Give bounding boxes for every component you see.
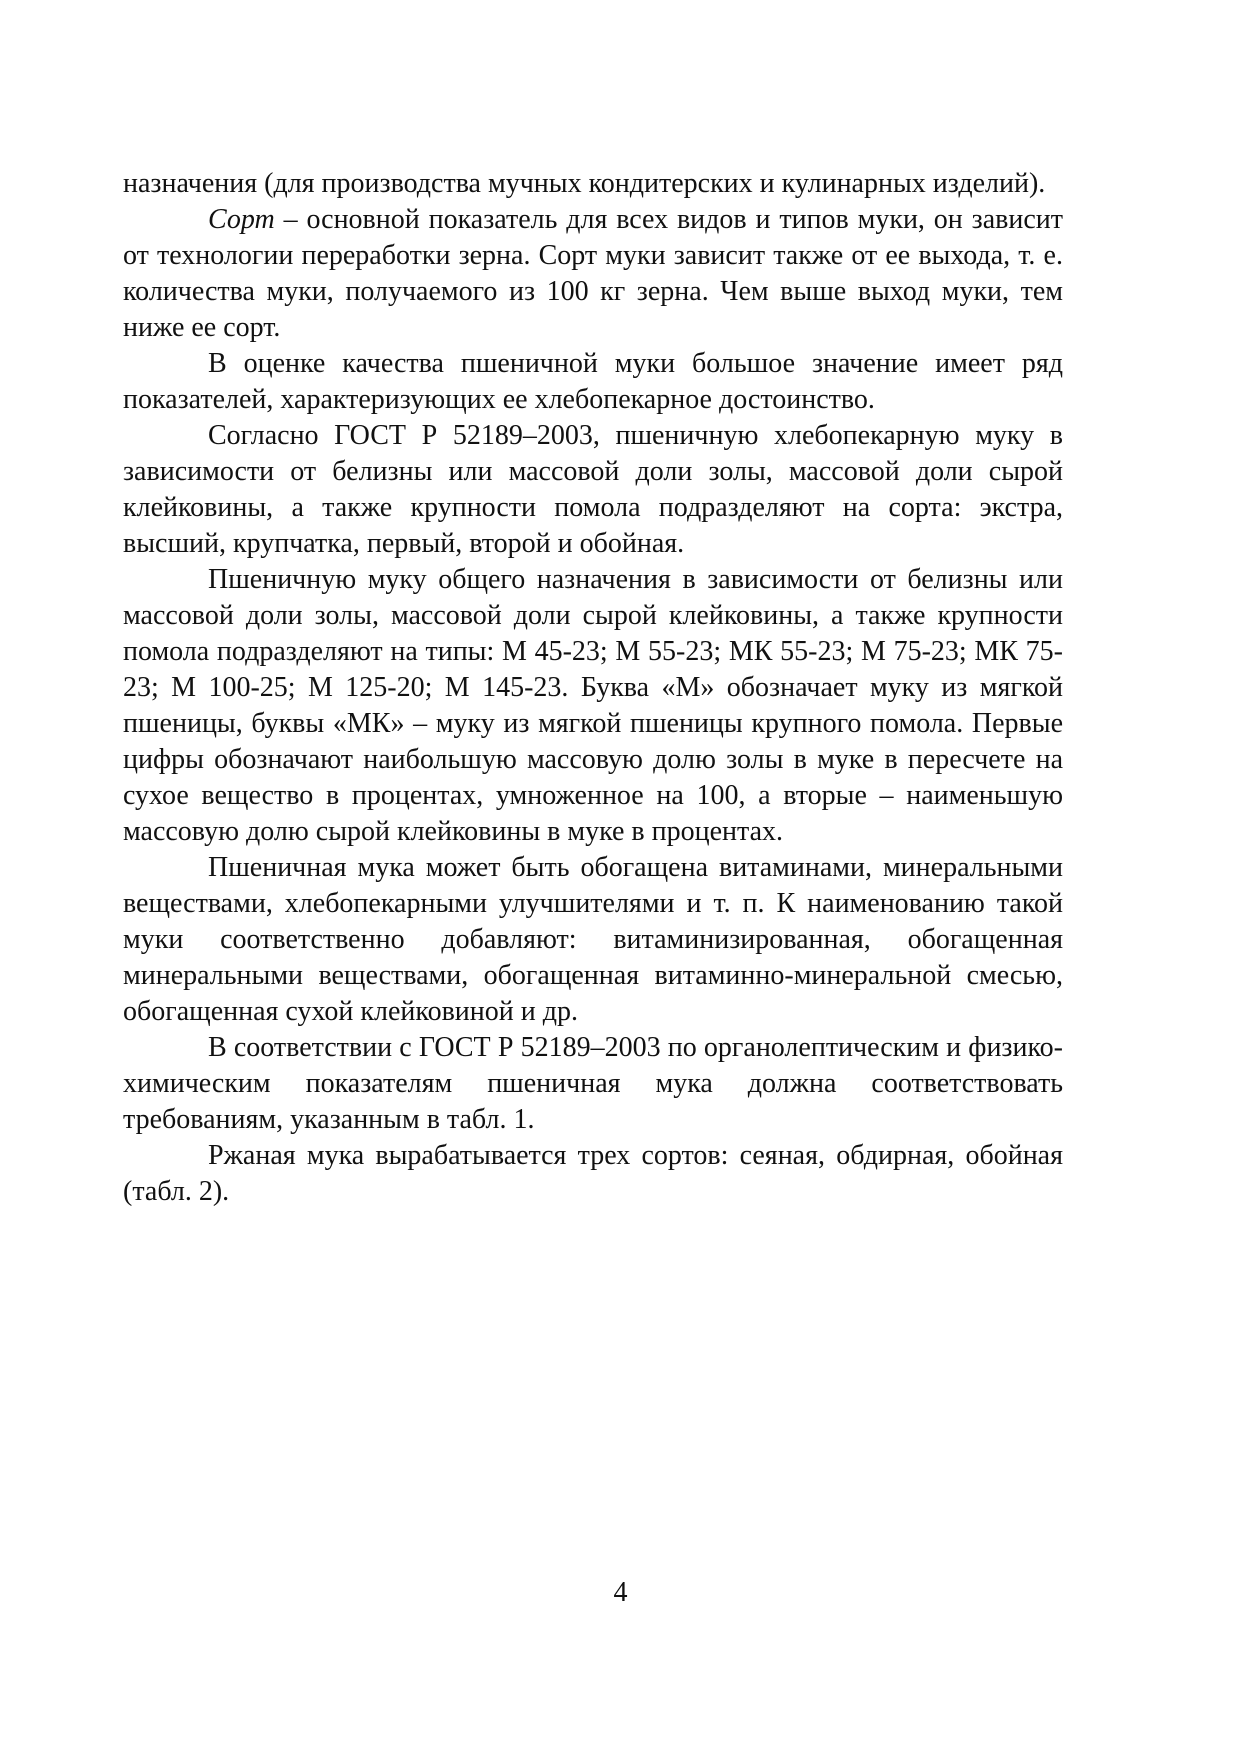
page-number: 4 [613,1577,628,1608]
paragraph-gost-grades [123,418,1063,562]
paragraph-text: Согласно ГОСТ Р 52189–2003, пшеничную хлебопекарную муку в зависимости от белизны или массовой доли золы, массовой доли сырой клейковины, а также крупности помола подразделяют на сорта: экстра, высший, крупчатка, первый, второй и обойная. [123,420,1063,559]
paragraph-text: Пшеничную муку общего назначения в зависимости от белизны или массовой доли золы, массовой доли сырой клейковины, а также крупности помола подразделяют на типы: М 45-23; М 55-23; МК 55-23; М 75-23; МК 75-23; М 100-25; М 125-20; М 145-23. Буква «М» обозначает муку из мягкой пшеницы, буквы «МК» – муку из мягкой пшеницы крупного помола. Первые цифры обозначают наибольшую массовую долю золы в муке в пересчете на сухое вещество в процентах, умноженное на 100, а вторые – наименьшую массовую долю сырой клейковины в муке в процентах. [123,564,1063,847]
paragraph-text: В оценке качества пшеничной муки большое значение имеет ряд показателей, характеризующих ее хлебопекарное достоинство. [123,348,1063,415]
paragraph-text: назначения (для производства мучных кондитерских и кулинарных изделий). [123,168,1046,199]
paragraph-flour-types [123,562,1063,850]
paragraph-text: Ржаная мука вырабатывается трех сортов: сеяная, обдирная, обойная (табл. 2). [123,1140,1063,1207]
paragraph-text: В соответствии с ГОСТ Р 52189–2003 по органолептическим и физико-химическим показателям пшеничная мука должна соответствовать требованиям, указанным в табл. 1. [123,1032,1063,1135]
body-text [123,166,1063,1210]
paragraph-text: Пшеничная мука может быть обогащена витаминами, минеральными веществами, хлебопекарными улучшителями и т. п. К наименованию такой муки соответственно добавляют: витаминизированная, обогащенная минеральными веществами, обогащенная витаминно-минеральной смесью, обогащенная сухой клейковиной и др. [123,852,1063,1027]
paragraph-continuation [123,166,1063,202]
paragraph-text: – основной показатель для всех видов и типов муки, он зависит от технологии переработки зерна. Сорт муки зависит также от ее выхода, т. е. количества муки, получаемого из 100 кг зерна. Чем выше выход муки, тем ниже ее сорт. [123,204,1063,343]
paragraph-requirements [123,1030,1063,1138]
term-sort: Сорт [208,204,275,235]
paragraph-quality-assessment [123,346,1063,418]
paragraph-fortification [123,850,1063,1030]
paragraph-rye-flour [123,1138,1063,1210]
paragraph-sort-definition [123,202,1063,346]
